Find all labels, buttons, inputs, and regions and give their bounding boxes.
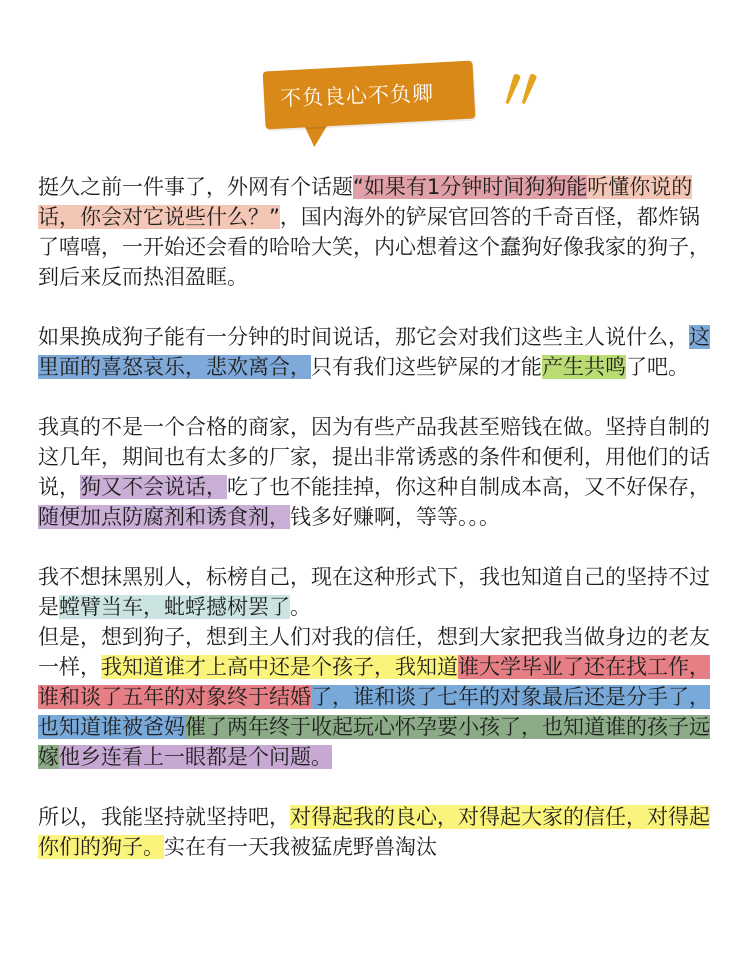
text-span: 只有我们这些铲屎的才能 [311,355,542,379]
highlight-line-green: 催了两年终于收起玩心怀孕要小孩了，也知道谁的孩子远嫁 [38,715,710,769]
highlight-idiom: 螳臂当车，蚍蜉撼树罢了 [59,595,290,619]
paragraph-3 [38,412,718,532]
highlight-resonance: 产生共鸣 [542,355,626,379]
paragraph-2 [38,322,718,382]
highlight-quote-question-end: 听懂你说的话，你会对它说些什么？” [38,175,693,229]
text-span: 吃了也不能挂掉，你这种自制成本高，又不好保存， [227,475,710,499]
quote-mark-icon: 〃 [492,57,551,125]
highlight-quote-question: “如果有1分钟时间狗狗能 [353,175,588,199]
paragraph-5 [38,622,718,772]
paragraph-1 [38,172,718,292]
text-span: 所以，我能坚持就坚持吧， [38,805,290,829]
page-title: 不负良心不负卿 [279,81,435,111]
highlight-conscience: 对得起我的良心，对得起大家的信任，对得起你们的狗子。 [38,805,710,859]
text-span: 如果换成狗子能有一分钟的时间说话，那它会对我们这些主人说什么， [38,325,689,349]
text-span: 了吧。 [626,355,689,379]
text-span: 我不想抹黑别人，标榜自己，现在这种形式下，我也知道自己的坚持不过是 [38,565,710,619]
highlight-line-purple: 他乡连看上一眼都是个问题。 [59,745,332,769]
text-span: 挺久之前一件事了，外网有个话题 [38,175,353,199]
title-banner [258,52,551,152]
article-body [38,172,718,892]
text-span: ， [279,205,301,229]
highlight-preservatives: 随便加点防腐剂和诱食剂， [38,505,290,529]
text-span: 实在有一天我被猛虎野兽淘汰 [164,835,437,859]
text-span: 钱多好赚啊，等等。。。 [290,505,500,529]
highlight-emotions: 这里面的喜怒哀乐，悲欢离合， [38,325,710,379]
text-span: 我真的不是一个合格的商家，因为有些产品我甚至赔钱在做。坚持自制的这几年，期间也有太多的厂家，提出非常诱惑的条件和便利，用他们的话说， [38,415,710,499]
paragraph-6 [38,802,718,862]
text-span: 国内海外的铲屎官回答的千奇百怪，都炸锅了嘻嘻，一开始还会看的哈哈大笑，内心想着这个蠢狗好像我家的狗子，到后来反而热泪盈眶。 [38,205,710,289]
highlight-line-red: 谁大学毕业了还在找工作，谁和谈了五年的对象终于结婚 [38,655,710,709]
paragraph-4 [38,562,718,622]
text-span: 但是，想到狗子，想到主人们对我的信任，想到大家把我当做身边的老友一样， [38,625,710,679]
highlight-dogs-cant-talk: 狗又不会说话， [80,475,227,499]
highlight-line-blue: 了，谁和谈了七年的对象最后还是分手了，也知道谁被爸妈 [38,685,710,739]
text-span: 。 [290,595,311,619]
highlight-line-yellow: 我知道谁才上高中还是个孩子，我知道 [101,655,458,679]
